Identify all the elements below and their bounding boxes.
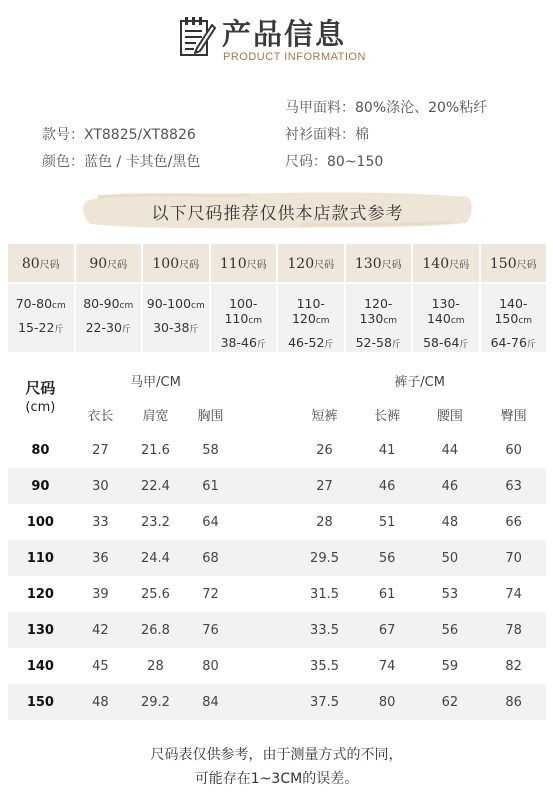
size-body-row	[8, 284, 546, 352]
weight-value: 15-22	[18, 320, 55, 335]
pants-cell: 56	[419, 612, 482, 648]
pants-cell: 28	[316, 514, 333, 530]
pants-cell: 50	[419, 540, 482, 576]
size-number: 130	[354, 256, 382, 272]
pants-cell: 41	[378, 442, 396, 458]
weight-range	[481, 335, 547, 350]
vest-cell: 28	[147, 658, 164, 674]
weight-value: 30-38	[153, 320, 190, 335]
size-number: 110	[219, 256, 247, 272]
pants-cell: 56	[356, 540, 419, 576]
pants-cell: 78	[481, 612, 546, 648]
height-range	[143, 296, 209, 311]
vest-cell: 76	[183, 612, 238, 648]
height-unit: cm	[248, 316, 263, 326]
pants-cell: 26	[316, 442, 333, 458]
pants-cell: 44	[441, 442, 459, 458]
footer-note-line2: 可能存在1~3CM的误差。	[194, 771, 359, 787]
page-title: 产品信息	[222, 17, 347, 51]
size-recommendation-grid	[8, 244, 546, 352]
corner-size-label: 尺码	[25, 379, 56, 397]
size-head-cell	[481, 244, 547, 282]
vest-fabric-info	[285, 97, 487, 117]
vest-cell: 22.4	[128, 468, 183, 504]
table-row	[8, 576, 546, 612]
weight-range	[143, 320, 209, 335]
height-range	[211, 296, 277, 326]
weight-range	[278, 335, 344, 350]
vest-cell: 30	[73, 468, 128, 504]
style-no-info	[42, 124, 196, 144]
row-size: 140	[26, 658, 54, 674]
pants-col-hip: 臀围	[500, 408, 527, 424]
size-head-cell	[8, 244, 74, 282]
size-head-cell	[346, 244, 412, 282]
weight-range	[413, 335, 479, 350]
vest-cell: 80	[202, 658, 219, 674]
height-unit: cm	[119, 301, 134, 311]
color-label: 颜色：	[42, 154, 84, 170]
pants-cell: 86	[481, 684, 546, 720]
vest-cell: 61	[183, 468, 238, 504]
table-row	[8, 504, 546, 540]
pants-cell: 27	[293, 468, 356, 504]
measurement-table	[8, 364, 546, 720]
notepad-pencil-icon	[178, 15, 216, 61]
vest-col-shoulder: 肩宽	[142, 408, 169, 424]
pants-cell: 33.5	[293, 612, 356, 648]
size-body-cell	[8, 284, 74, 352]
pants-cell: 31.5	[310, 586, 339, 602]
vest-cell: 64	[202, 514, 219, 530]
size-head-cell	[143, 244, 209, 282]
size-number: 80	[21, 256, 40, 272]
table-row	[8, 684, 546, 720]
size-unit: 尺码	[107, 260, 128, 271]
pants-cell: 59	[441, 658, 459, 674]
height-range	[481, 296, 547, 326]
height-value: 80-90	[83, 296, 120, 311]
size-number: 120	[287, 256, 315, 272]
row-size: 150	[8, 684, 73, 720]
corner-unit-label: (cm)	[25, 400, 56, 415]
height-value: 70-80	[15, 296, 53, 311]
pants-group-header: 裤子/CM	[394, 374, 445, 390]
size-unit: 尺码	[39, 260, 60, 271]
pants-cell: 74	[378, 658, 396, 674]
weight-range	[346, 335, 412, 350]
size-body-cell	[76, 284, 142, 352]
height-value: 130-140	[426, 296, 460, 326]
size-number: 150	[489, 256, 517, 272]
vest-cell: 27	[92, 442, 109, 458]
vest-cell: 26.8	[128, 612, 183, 648]
vest-cell: 48	[73, 684, 128, 720]
pants-cell: 53	[441, 586, 459, 602]
pants-cell: 37.5	[293, 684, 356, 720]
pants-cell: 46	[419, 468, 482, 504]
pants-cell: 80	[356, 684, 419, 720]
vest-cell: 42	[73, 612, 128, 648]
weight-unit: 斤	[526, 340, 536, 350]
weight-unit: 斤	[324, 340, 334, 350]
weight-unit: 斤	[189, 325, 199, 335]
size-unit: 尺码	[179, 260, 200, 271]
size-unit: 尺码	[246, 260, 267, 271]
pants-cell: 35.5	[310, 658, 339, 674]
height-unit: cm	[191, 301, 205, 311]
pants-cell: 66	[505, 514, 522, 530]
pants-cell: 61	[378, 586, 396, 602]
pants-cell: 62	[419, 684, 482, 720]
vest-cell: 45	[92, 658, 109, 674]
weight-unit: 斤	[121, 325, 131, 335]
height-range	[278, 296, 344, 326]
weight-value: 22-30	[85, 320, 122, 335]
weight-value: 52-58	[355, 335, 392, 350]
size-head-cell	[76, 244, 142, 282]
page-subtitle: PRODUCT INFORMATION	[223, 51, 366, 63]
shirt-fabric-label: 衬衫面料：	[285, 127, 355, 143]
vest-fabric-label: 马甲面料：	[285, 100, 355, 116]
weight-unit: 斤	[54, 325, 64, 335]
pants-col-trousers: 长裤	[374, 408, 401, 424]
weight-range	[8, 320, 74, 335]
banner-text: 以下尺码推荐仅供本店款式参考	[151, 204, 404, 224]
height-value: 140-150	[494, 296, 528, 326]
size-unit: 尺码	[516, 260, 537, 271]
size-body-cell	[413, 284, 479, 352]
size-body-cell	[211, 284, 277, 352]
style-no-label: 款号：	[42, 127, 84, 143]
vest-cell: 29.2	[128, 684, 183, 720]
pants-cell: 60	[505, 442, 522, 458]
shirt-fabric-value: 棉	[355, 127, 369, 143]
height-unit: cm	[450, 316, 465, 326]
weight-unit: 斤	[391, 340, 401, 350]
weight-range	[211, 335, 277, 350]
color-value: 蓝色 / 卡其色/黑色	[84, 154, 201, 170]
table-row	[8, 540, 546, 576]
table-row	[8, 612, 546, 648]
row-size: 90	[8, 468, 73, 504]
pants-cell: 70	[481, 540, 546, 576]
vest-col-length: 衣长	[87, 408, 114, 424]
pants-cell: 48	[441, 514, 459, 530]
page-header	[0, 0, 553, 80]
height-value: 90-100	[146, 296, 192, 311]
height-range	[413, 296, 479, 326]
recommend-banner	[80, 187, 475, 233]
size-range-info	[285, 151, 383, 171]
weight-value: 64-76	[490, 335, 527, 350]
weight-value: 38-46	[220, 335, 257, 350]
shirt-fabric-info	[285, 124, 369, 144]
row-size: 80	[31, 442, 50, 458]
size-range-label: 尺码：	[285, 154, 327, 170]
style-no-value: XT8825/XT8826	[84, 127, 196, 143]
row-size: 110	[8, 540, 73, 576]
pants-col-shorts: 短裤	[311, 408, 338, 424]
vest-cell: 58	[202, 442, 219, 458]
size-head-cell	[278, 244, 344, 282]
size-body-cell	[346, 284, 412, 352]
pants-cell: 74	[505, 586, 522, 602]
vest-cell: 84	[183, 684, 238, 720]
row-size: 120	[26, 586, 54, 602]
size-number: 100	[152, 256, 180, 272]
size-unit: 尺码	[449, 260, 470, 271]
pants-cell: 29.5	[293, 540, 356, 576]
height-range	[346, 296, 412, 326]
size-unit: 尺码	[314, 260, 335, 271]
size-number: 140	[422, 256, 450, 272]
vest-cell: 21.6	[140, 442, 170, 458]
weight-unit: 斤	[256, 340, 266, 350]
row-size: 100	[26, 514, 54, 530]
vest-cell: 36	[73, 540, 128, 576]
vest-cell: 68	[183, 540, 238, 576]
pants-cell: 82	[505, 658, 522, 674]
vest-group-header: 马甲/CM	[130, 374, 181, 390]
height-value: 120-130	[359, 296, 393, 326]
size-range-value: 80~150	[327, 154, 384, 170]
height-range	[76, 296, 142, 311]
pants-col-waist: 腰围	[436, 408, 463, 424]
size-body-cell	[278, 284, 344, 352]
vest-fabric-value: 80%涤沦、20%粘纤	[355, 100, 488, 116]
size-head-cell	[413, 244, 479, 282]
height-unit: cm	[315, 316, 330, 326]
height-value: 100-110	[224, 296, 258, 326]
pants-cell: 46	[356, 468, 419, 504]
weight-value: 46-52	[288, 335, 325, 350]
vest-cell: 72	[202, 586, 219, 602]
height-unit: cm	[52, 301, 66, 311]
size-body-cell	[481, 284, 547, 352]
vest-cell: 33	[92, 514, 109, 530]
corner-header	[8, 364, 73, 432]
height-range	[8, 296, 74, 311]
row-size: 130	[8, 612, 73, 648]
pants-cell: 67	[356, 612, 419, 648]
table-row	[8, 468, 546, 504]
size-head-cell	[211, 244, 277, 282]
vest-cell: 25.6	[140, 586, 170, 602]
pants-cell: 51	[378, 514, 396, 530]
weight-range	[76, 320, 142, 335]
vest-col-chest: 胸围	[197, 408, 224, 424]
height-unit: cm	[383, 316, 398, 326]
table-row	[8, 648, 546, 684]
vest-cell: 23.2	[140, 514, 170, 530]
color-info	[42, 151, 200, 171]
footer-note-line1: 尺码表仅供参考，由于测量方式的不同，	[150, 747, 403, 763]
height-unit: cm	[518, 316, 533, 326]
size-head-row	[8, 244, 546, 282]
vest-cell: 24.4	[128, 540, 183, 576]
table-row	[8, 432, 546, 468]
size-body-cell	[143, 284, 209, 352]
size-unit: 尺码	[381, 260, 402, 271]
size-number: 90	[89, 256, 108, 272]
height-value: 110-120	[291, 296, 325, 326]
weight-unit: 斤	[459, 340, 469, 350]
vest-cell: 39	[92, 586, 109, 602]
pants-cell: 63	[481, 468, 546, 504]
weight-value: 58-64	[423, 335, 460, 350]
